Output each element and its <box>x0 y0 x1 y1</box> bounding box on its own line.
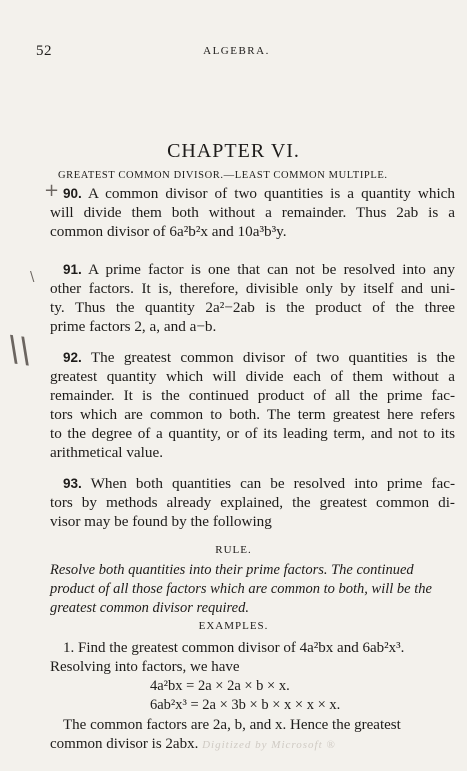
paragraph-line: to the degree of a quantity, or of its leading term, and not to its <box>50 425 455 442</box>
page-header <box>36 43 437 63</box>
paragraph-line <box>50 260 455 279</box>
example-conclusion-line <box>50 735 455 755</box>
paragraph-92 <box>50 348 455 462</box>
paragraph-text: A common divisor of two quantities is a quantity which <box>87 185 455 202</box>
paragraph-line: tors by methods already explained, the greatest common di- <box>50 494 455 511</box>
paragraph-number: 90. <box>63 186 82 201</box>
running-head: ALGEBRA. <box>203 45 270 57</box>
paragraph-text: When both quantities can be resolved into prime fac- <box>90 475 456 492</box>
rule-heading: RULE. <box>215 544 252 556</box>
examples-heading: EXAMPLES. <box>198 620 269 632</box>
paragraph-90 <box>50 184 455 241</box>
example-conclusion-line: The common factors are 2a, b, and x. Hence the greatest <box>63 717 401 733</box>
rule-text: Resolve both quantities into their prime factors. The continued product of all those factors which are common to both, will be the greatest common divisor required. <box>50 562 432 616</box>
page-number: 52 <box>36 43 52 59</box>
example-1 <box>50 639 455 677</box>
paragraph-line: arithmetical value. <box>50 444 164 461</box>
scan-watermark: Digitized by Microsoft ® <box>202 739 336 751</box>
example-answer: common divisor is 2abx. <box>50 736 199 752</box>
example-question: 1. Find the greatest common divisor of 4a²bx and 6ab²x³. <box>63 640 405 656</box>
paragraph-line <box>50 184 455 203</box>
paragraph-line: other factors. It is, therefore, divisible only by itself and uni- <box>50 280 455 297</box>
paragraph-93 <box>50 474 455 531</box>
paragraph-line <box>50 348 455 367</box>
paragraph-number: 92. <box>63 350 82 365</box>
paragraph-line: prime factors 2, a, and a−b. <box>50 318 217 335</box>
paragraph-91 <box>50 260 455 336</box>
margin-cross-mark: + <box>44 180 60 201</box>
paragraph-text: A prime factor is one that can not be resolved into any <box>88 261 455 278</box>
margin-scribble-mark: \\ <box>5 328 34 372</box>
paragraph-line <box>50 474 455 493</box>
example-conclusion <box>50 716 455 755</box>
equation-2: 6ab²x³ = 2a × 3b × b × x × x × x. <box>150 697 341 713</box>
equation-1: 4a²bx = 2a × 2a × b × x. <box>150 678 290 694</box>
paragraph-line: common divisor of 6a²b²x and 10a³b³y. <box>50 223 287 240</box>
paragraph-line: will divide them both without a remainder. Thus 2ab is a <box>50 204 455 221</box>
chapter-subtitle: GREATEST COMMON DIVISOR.—LEAST COMMON MULTIPLE. <box>58 170 388 181</box>
example-step: Resolving into factors, we have <box>50 659 240 675</box>
paragraph-line: remainder. It is the continued product of all the prime fac- <box>50 387 455 404</box>
paragraph-text: The greatest common divisor of two quantities is the <box>90 349 455 366</box>
paragraph-number: 91. <box>63 262 82 277</box>
paragraph-line: greatest quantity which will divide each of them without a <box>50 368 455 385</box>
paragraph-line: tors which are common to both. The term greatest here refers <box>50 406 455 423</box>
chapter-title: CHAPTER VI. <box>167 140 300 162</box>
paragraph-number: 93. <box>63 476 82 491</box>
paragraph-line: visor may be found by the following <box>50 513 272 530</box>
paragraph-line: ty. Thus the quantity 2a²−2ab is the product of the three <box>50 299 455 316</box>
margin-tick-mark: \ <box>30 270 35 285</box>
